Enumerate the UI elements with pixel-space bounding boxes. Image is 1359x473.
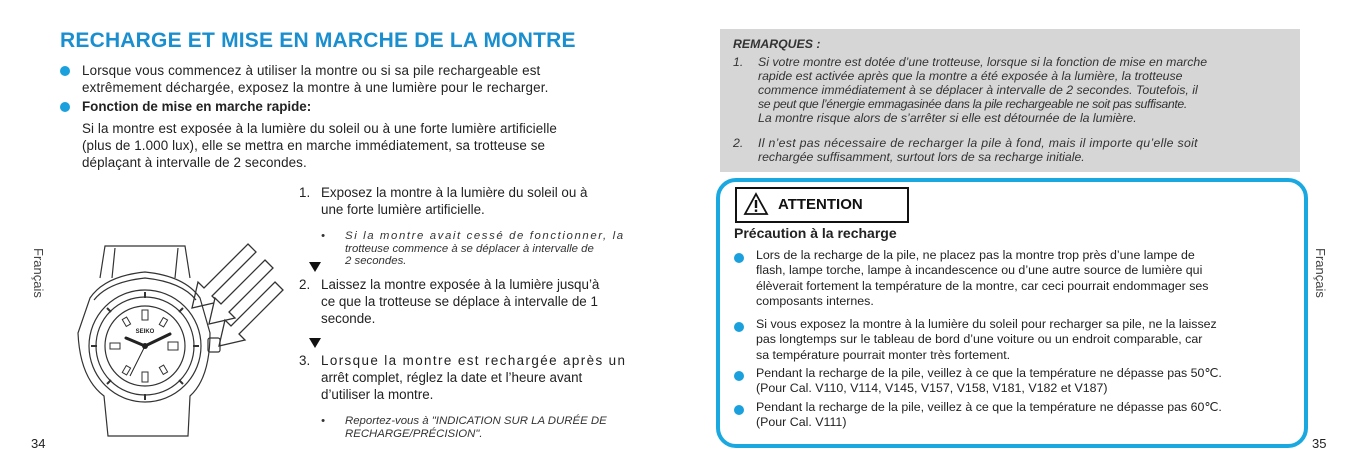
text-line: Si la montre avait cessé de fonctionner, la <box>345 230 625 242</box>
step-3-note <box>345 415 607 440</box>
step-2 <box>321 276 599 327</box>
text-line: se peut que l’énergie emmagasinée dans la pile rechargeable ne soit pas suffisante. <box>758 97 1187 111</box>
precaution-1 <box>756 248 1208 310</box>
text-line: sa température pourrait monter très fortement. <box>756 347 1011 362</box>
text-line: pas longtemps sur le tableau de bord d’une voiture ou un endroit comparable, car <box>756 332 1203 347</box>
text-line: élèverait fortement la température de la montre, car ceci pourrait endommager ses <box>756 278 1209 293</box>
text-line: La montre risque alors de s’arrêter si elle est détournée de la lumière. <box>758 111 1137 125</box>
text-line: d’utiliser la montre. <box>321 387 434 402</box>
remark-1 <box>758 55 1207 125</box>
page-number: 35 <box>1312 436 1327 451</box>
text-line: commence immédiatement à se déplacer à intervalle de 2 secondes. Toutefois, il <box>758 83 1198 97</box>
page-number: 34 <box>31 436 46 451</box>
step-3 <box>321 352 626 403</box>
page-title: RECHARGE ET MISE EN MARCHE DE LA MONTRE <box>60 29 576 52</box>
watch-illustration <box>60 238 290 438</box>
text-line: arrêt complet, réglez la date et l’heure avant <box>321 370 583 385</box>
text-line: composants internes. <box>756 294 874 309</box>
bullet-icon <box>734 405 744 415</box>
step-1-note <box>345 230 645 268</box>
text-line: (plus de 1.000 lux), elle se mettra en marche immédiatement, sa trotteuse se <box>82 138 546 153</box>
quick-start-paragraph <box>82 120 557 171</box>
text-line: rechargée suffisamment, surtout lors de sa recharge initiale. <box>758 150 1085 164</box>
text-line: Lorsque la montre est rechargée après un <box>321 353 627 368</box>
precaution-4 <box>756 400 1222 431</box>
precaution-title: Précaution à la recharge <box>734 225 897 241</box>
text-line: (Pour Cal. V110, V114, V145, V157, V158, V181, V182 et V187) <box>756 381 1108 396</box>
step-number: 2. <box>299 277 311 292</box>
attention-label-box <box>735 187 909 223</box>
remarks-title: REMARQUES : <box>733 37 821 51</box>
text-line: Si la montre est exposée à la lumière du soleil ou à une forte lumière artificielle <box>82 121 557 136</box>
text-line: RECHARGE/PRÉCISION". <box>345 427 483 440</box>
step-1 <box>321 184 587 218</box>
quick-start-heading: Fonction de mise en marche rapide: <box>82 99 312 114</box>
text-line: seconde. <box>321 311 376 326</box>
note-bullet: • <box>321 230 325 242</box>
text-line: (Pour Cal. V111) <box>756 415 847 430</box>
text-line: Lors de la recharge de la pile, ne placez pas la montre trop près d’une lampe de <box>756 248 1195 262</box>
bullet-icon <box>734 322 744 332</box>
remark-2 <box>758 136 1198 164</box>
precaution-3 <box>756 366 1222 397</box>
text-line: 2 secondes. <box>345 255 407 267</box>
step-number: 1. <box>299 185 311 200</box>
down-arrow-icon <box>309 338 321 348</box>
step-number: 3. <box>299 353 311 368</box>
text-line: Laissez la montre exposée à la lumière jusqu’à <box>321 277 600 292</box>
text-line: déplaçant à intervalle de 2 secondes. <box>82 155 307 170</box>
bullet-icon <box>734 371 744 381</box>
text-line: extrêmement déchargée, exposez la montre à une lumière pour le recharger. <box>82 80 549 95</box>
down-arrow-icon <box>309 262 321 272</box>
bullet-icon <box>734 253 744 263</box>
text-line: Si vous exposez la montre à la lumière du soleil pour recharger sa pile, ne la laissez <box>756 317 1217 331</box>
text-line: Exposez la montre à la lumière du soleil ou à <box>321 185 588 200</box>
watch-logo: SEIKO <box>135 329 155 335</box>
side-language-label: Français <box>31 248 46 298</box>
text-line: flash, lampe torche, lampe à incandescence ou d’une autre source de lumière qui <box>756 263 1203 278</box>
note-bullet: • <box>321 415 325 427</box>
text-line: Lorsque vous commencez à utiliser la montre ou si sa pile rechargeable est <box>82 63 541 78</box>
text-line: Il n’est pas nécessaire de recharger la pile à fond, mais il importe qu’elle soit <box>758 136 1198 150</box>
text-line: Si votre montre est dotée d’une trotteuse, lorsque si la fonction de mise en marche <box>758 55 1208 69</box>
attention-label: ATTENTION <box>778 196 863 213</box>
intro-paragraph <box>82 62 548 96</box>
text-line: une forte lumière artificielle. <box>321 202 485 217</box>
text-line: trotteuse commence à se déplacer à intervalle de <box>345 242 594 255</box>
remark-number: 1. <box>733 55 744 69</box>
light-arrows-icon <box>192 244 283 346</box>
text-line: Pendant la recharge de la pile, veillez à ce que la température ne dépasse pas 50℃. <box>756 366 1222 380</box>
text-line: Pendant la recharge de la pile, veillez à ce que la température ne dépasse pas 60℃. <box>756 400 1222 414</box>
side-language-label: Français <box>1313 248 1328 298</box>
text-line: ce que la trotteuse se déplace à intervalle de 1 <box>321 294 598 309</box>
bullet-icon <box>60 66 70 76</box>
text-line: Reportez-vous à "INDICATION SUR LA DURÉE DE <box>345 415 607 427</box>
text-line: rapide est activée après que la montre a été exposée à la lumière, la trotteuse <box>758 69 1183 83</box>
warning-triangle-icon <box>743 192 769 216</box>
remark-number: 2. <box>733 136 744 150</box>
precaution-2 <box>756 317 1217 363</box>
bullet-icon <box>60 102 70 112</box>
